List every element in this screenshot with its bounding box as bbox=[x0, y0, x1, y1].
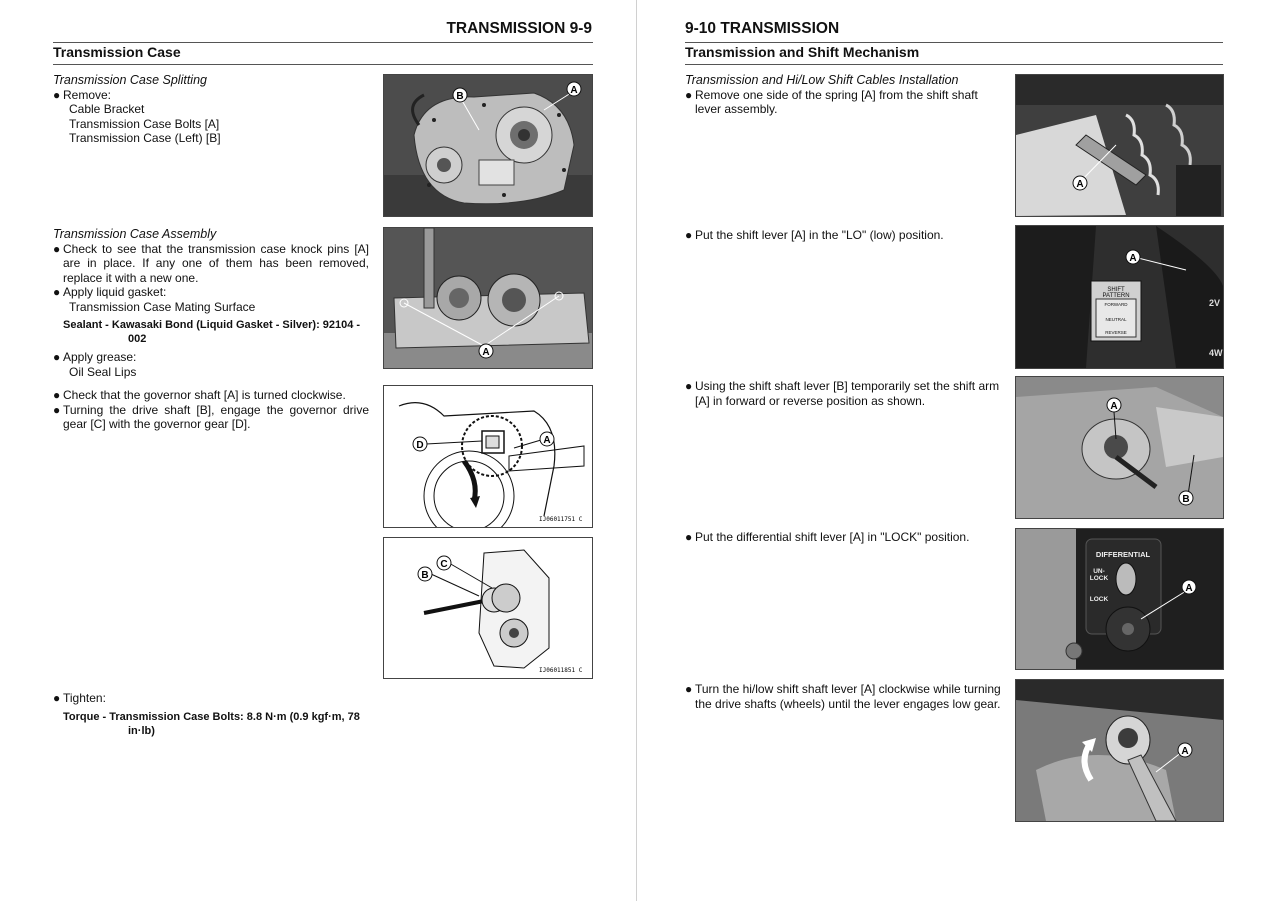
shift-arm-illustration bbox=[1016, 377, 1223, 518]
governor-check-text: Check that the governor shaft [A] is turned clockwise. bbox=[63, 388, 346, 402]
case-assembly-illustration bbox=[384, 228, 592, 368]
step-2-block bbox=[685, 228, 1005, 243]
governor-gear-drawing bbox=[383, 385, 593, 528]
tighten-label: Tighten: bbox=[63, 691, 106, 705]
svg-text:B: B bbox=[421, 570, 429, 581]
gasket-label: Apply liquid gasket: bbox=[63, 285, 167, 299]
remove-bullet bbox=[53, 88, 373, 103]
knock-pins-text: Check to see that the transmission case knock pins [A] are in place. If any one of them has been removed, replace it with a new one. bbox=[63, 241, 369, 285]
step-3-bullet bbox=[685, 379, 1005, 408]
step-4-block bbox=[685, 530, 1005, 545]
fig3-callout-d bbox=[413, 437, 427, 451]
plate-reverse: REVERSE bbox=[1105, 330, 1127, 335]
torque-spec bbox=[53, 710, 373, 738]
step-1-block bbox=[685, 73, 1005, 117]
svg-text:A: A bbox=[570, 85, 578, 96]
step-5-bullet bbox=[685, 682, 1005, 711]
right-page-header: 9-10 TRANSMISSION bbox=[685, 20, 840, 37]
governor-turning-text: Turning the drive shaft [B], engage the governor drive gear [C] with the governor gear [D]. bbox=[63, 402, 369, 431]
gasket-bullet bbox=[53, 285, 369, 300]
svg-text:B: B bbox=[1182, 494, 1190, 505]
hilow-lever-photo bbox=[1015, 679, 1224, 822]
step-3-block bbox=[685, 379, 1005, 408]
left-page-header: TRANSMISSION 9-9 bbox=[446, 20, 592, 37]
header-rule bbox=[53, 42, 593, 43]
fig4-callout-b bbox=[418, 567, 432, 581]
knock-pins-bullet bbox=[53, 242, 369, 286]
side-text-2v: 2V bbox=[1209, 298, 1221, 308]
fig4-code: IJ06011851 C bbox=[539, 667, 583, 674]
bullet-icon: ● bbox=[53, 350, 61, 364]
fig4-callout-c bbox=[437, 556, 451, 570]
section-rule bbox=[53, 64, 593, 65]
bullet-icon: ● bbox=[53, 388, 61, 402]
step-2-bullet bbox=[685, 228, 1005, 243]
torque-line-1: Torque - Transmission Case Bolts: 8.8 N·m (0.9 kgf·m, 78 bbox=[63, 710, 360, 723]
photo1-callout-a bbox=[1073, 176, 1087, 190]
drive-shaft-drawing bbox=[383, 537, 593, 679]
plate-forward: FORWARD bbox=[1104, 302, 1128, 307]
left-section-title: Transmission Case bbox=[53, 44, 181, 60]
plate-neutral: NEUTRAL bbox=[1105, 317, 1127, 322]
photo4-callout-a bbox=[1182, 580, 1196, 594]
photo3-callout-a bbox=[1107, 398, 1121, 412]
photo3-callout-b bbox=[1179, 491, 1193, 505]
bullet-icon: ● bbox=[53, 402, 61, 417]
fig3-callout-a bbox=[540, 432, 554, 446]
side-text-4w: 4W bbox=[1209, 348, 1223, 358]
grease-bullet bbox=[53, 350, 369, 365]
grease-label: Apply grease: bbox=[63, 350, 137, 364]
step-5-block bbox=[685, 682, 1005, 711]
assembly-block bbox=[53, 227, 369, 379]
svg-text:A: A bbox=[1076, 179, 1084, 190]
svg-text:A: A bbox=[1185, 583, 1193, 594]
fig1-callout-a bbox=[567, 82, 581, 96]
bullet-icon: ● bbox=[53, 285, 61, 299]
bullet-icon: ● bbox=[53, 87, 61, 102]
tighten-block bbox=[53, 691, 373, 738]
sealant-line-2: 002 bbox=[128, 333, 147, 345]
plate-line-2: PATTERN bbox=[1102, 293, 1130, 299]
svg-text:C: C bbox=[440, 559, 448, 570]
differential-photo bbox=[1015, 528, 1224, 670]
diff-unlock-1: UN- bbox=[1093, 568, 1105, 575]
bullet-icon: ● bbox=[53, 691, 61, 705]
case-splitting-illustration bbox=[384, 75, 592, 216]
remove-item: Transmission Case (Left) [B] bbox=[69, 131, 221, 145]
sealant-spec bbox=[53, 318, 369, 346]
bullet-icon: ● bbox=[685, 87, 693, 102]
remove-label: Remove: bbox=[63, 87, 112, 102]
svg-text:A: A bbox=[1110, 401, 1118, 412]
shift-arm-photo bbox=[1015, 376, 1224, 519]
spring-illustration bbox=[1016, 75, 1223, 216]
diff-lock: LOCK bbox=[1089, 596, 1109, 603]
fig2-callout-a bbox=[479, 344, 493, 358]
svg-text:B: B bbox=[456, 91, 464, 102]
bullet-icon: ● bbox=[685, 379, 693, 393]
svg-text:A: A bbox=[482, 347, 490, 358]
governor-block bbox=[53, 388, 369, 432]
diff-label: DIFFERENTIAL bbox=[1095, 550, 1151, 559]
fig1-callout-b bbox=[453, 88, 467, 102]
bullet-icon: ● bbox=[685, 228, 693, 242]
step-4-bullet bbox=[685, 530, 1005, 545]
left-page bbox=[0, 0, 636, 901]
hilow-lever-illustration bbox=[1016, 680, 1223, 821]
svg-text:A: A bbox=[1129, 253, 1137, 264]
governor-check-bullet bbox=[53, 388, 369, 403]
svg-text:D: D bbox=[416, 440, 424, 451]
grease-item: Oil Seal Lips bbox=[69, 364, 137, 379]
cables-subtitle: Transmission and Hi/Low Shift Cables Installation bbox=[685, 73, 959, 87]
remove-item: Cable Bracket bbox=[69, 102, 145, 116]
plate-line-1: SHIFT bbox=[1107, 287, 1125, 293]
shift-pattern-photo bbox=[1015, 225, 1224, 369]
splitting-title: Transmission Case Splitting bbox=[53, 73, 207, 87]
step-2-text: Put the shift lever [A] in the "LO" (low) position. bbox=[695, 228, 944, 242]
right-page bbox=[637, 0, 1280, 901]
splitting-block bbox=[53, 73, 373, 146]
step-1-bullet bbox=[685, 88, 1005, 117]
bullet-icon: ● bbox=[53, 241, 61, 256]
right-section-title: Transmission and Shift Mechanism bbox=[685, 44, 920, 60]
sealant-line-1: Sealant - Kawasaki Bond (Liquid Gasket - Silver): 92104 - bbox=[63, 319, 361, 331]
step-3-text: Using the shift shaft lever [B] temporarily set the shift arm [A] in forward or reverse position as shown. bbox=[695, 379, 1000, 408]
drive-shaft-illustration bbox=[384, 538, 592, 678]
photo2-callout-a bbox=[1126, 250, 1140, 264]
step-5-text: Turn the hi/low shift shaft lever [A] clockwise while turning the drive shafts (wheels) until the lever engages low gear. bbox=[695, 682, 1001, 711]
governor-turning-bullet bbox=[53, 403, 369, 432]
shift-pattern-illustration bbox=[1016, 226, 1223, 368]
fig3-code: IJ06011751 C bbox=[539, 516, 583, 523]
bullet-icon: ● bbox=[685, 530, 693, 544]
tighten-bullet bbox=[53, 691, 373, 706]
section-rule bbox=[685, 64, 1223, 65]
remove-item: Transmission Case Bolts [A] bbox=[69, 116, 220, 131]
svg-text:A: A bbox=[543, 435, 551, 446]
photo5-callout-a bbox=[1178, 743, 1192, 757]
assembly-title: Transmission Case Assembly bbox=[53, 227, 217, 241]
spring-photo bbox=[1015, 74, 1224, 217]
governor-gear-illustration bbox=[384, 386, 592, 527]
gasket-item: Transmission Case Mating Surface bbox=[69, 299, 256, 314]
step-4-text: Put the differential shift lever [A] in "LOCK" position. bbox=[695, 530, 970, 544]
differential-illustration bbox=[1016, 529, 1223, 669]
diff-unlock-2: LOCK bbox=[1089, 575, 1109, 582]
torque-line-2: in·lb) bbox=[128, 724, 155, 737]
header-rule bbox=[685, 42, 1223, 43]
step-1-text: Remove one side of the spring [A] from the shift shaft lever assembly. bbox=[695, 87, 978, 116]
case-assembly-photo bbox=[383, 227, 593, 369]
bullet-icon: ● bbox=[685, 682, 693, 696]
svg-text:A: A bbox=[1181, 746, 1189, 757]
case-splitting-photo bbox=[383, 74, 593, 217]
